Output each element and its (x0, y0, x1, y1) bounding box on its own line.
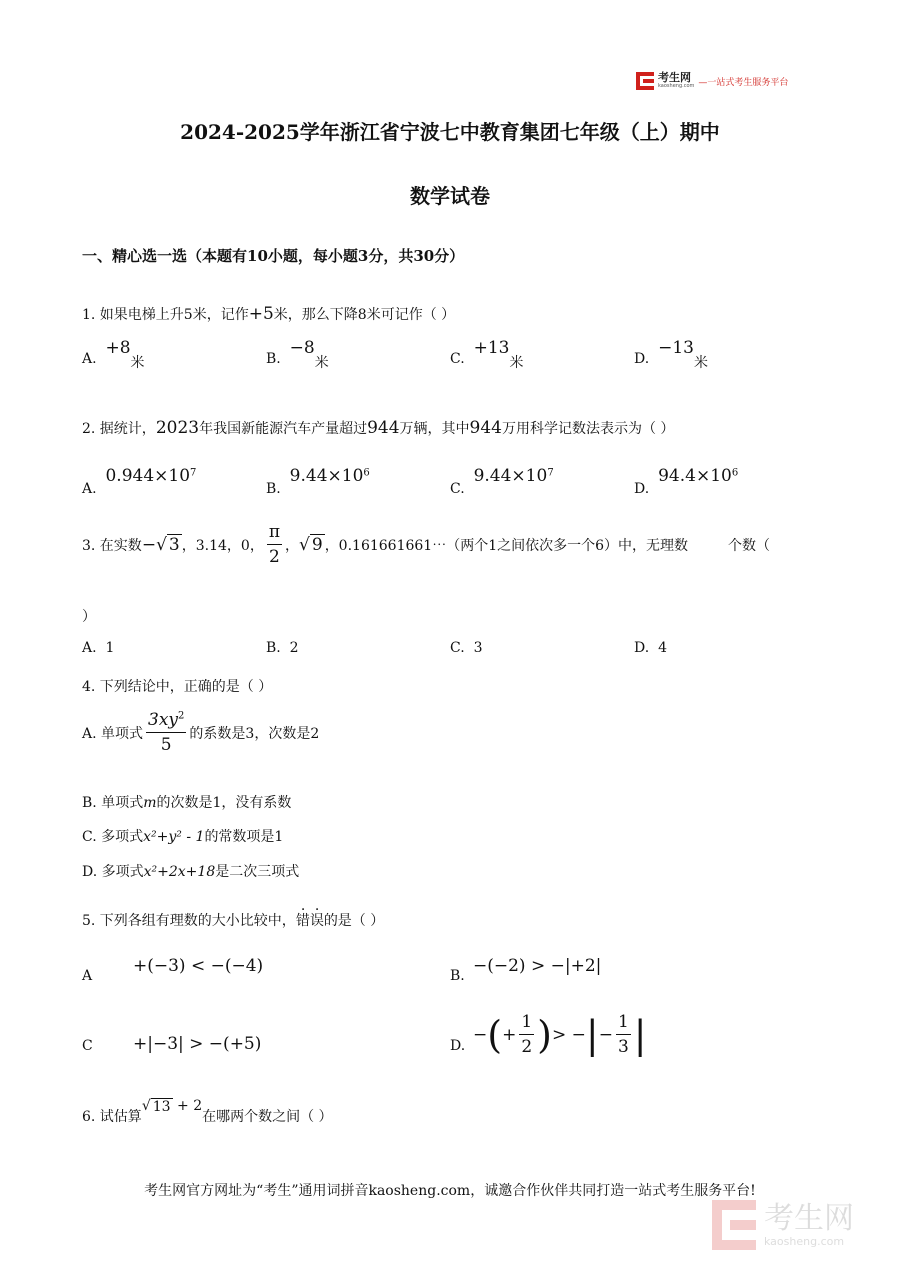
q1-option-d[interactable]: D. −13米 (634, 338, 708, 371)
logo-name: 考生网 (658, 71, 691, 84)
q5-option-c[interactable]: +|−3| > −(+5) (133, 1034, 262, 1054)
fraction-3xy2-over-5: $\frac{3xy^2}{5}$ (148, 710, 185, 755)
question-1-stem: 1. 如果电梯上升5米，记作+5米，那么下降8米可记作（ ） (82, 304, 456, 324)
q3-option-a[interactable]: A. 1 (82, 640, 115, 656)
q5-option-d[interactable]: − ( + $\frac{1}{2}$ ) > − | − $\frac{1}{3}$ | (473, 1012, 647, 1057)
q5-option-a[interactable]: +(−3) < −(−4) (133, 956, 264, 976)
q2-option-d[interactable]: D. $94.4\times 10^6$ (634, 466, 739, 497)
question-3-stem: 3. 在实数 − √ 3 ，3.14，0， $\frac{\pi}{2}$ ， √ 9 ，0.161661661⋯（两个1之间依次多一个6）中，无理数 个数（ (82, 522, 771, 567)
q4-option-d[interactable]: D. 多项式x²+2x+18是二次三项式 (82, 864, 300, 880)
q1-option-a[interactable]: A. +8米 (82, 338, 145, 371)
emphasis-char: 错 (295, 913, 310, 929)
q1-option-b[interactable]: B. −8米 (266, 338, 329, 371)
pi-over-2: $\frac{\pi}{2}$ (268, 522, 281, 567)
watermark (712, 1200, 854, 1250)
section-heading: 一、精心选一选（本题有10小题，每小题3分，共30分） (82, 247, 465, 265)
logo-url: kaosheng.com (658, 83, 695, 89)
q5-option-a-label[interactable]: A (82, 968, 93, 984)
question-6-stem: 6. 试估算 √ 13 + 2 在哪两个数之间（ ） (82, 1098, 333, 1125)
brand-logo-icon (636, 72, 654, 90)
question-4-stem: 4. 下列结论中，正确的是（ ） (82, 679, 273, 695)
q1-option-c[interactable]: C. +13米 (450, 338, 524, 371)
logo-slogan: —一站式考生服务平台 (698, 77, 789, 88)
q2-option-b[interactable]: B. $9.44\times 10^6$ (266, 466, 370, 497)
page-title: 2024-2025学年浙江省宁波七中教育集团七年级（上）期中 (180, 120, 720, 144)
watermark-logo-icon (712, 1200, 756, 1250)
watermark-url: kaosheng.com (764, 1234, 845, 1248)
question-5-stem: 5. 下列各组有理数的大小比较中，错误的是（ ） (82, 913, 385, 929)
question-2-stem: 2. 据统计，2023年我国新能源汽车产量超过944万辆，其中944万用科学记数法表示为（ ） (82, 418, 675, 438)
header-logo (636, 72, 788, 90)
q3-option-d[interactable]: D. 4 (634, 640, 668, 656)
footer-note: 考生网官方网址为“考生”通用词拼音kaosheng.com，诚邀合作伙伴共同打造一站式考生服务平台! (144, 1183, 756, 1199)
q4-option-a[interactable]: A. 单项式 $\frac{3xy^2}{5}$ 的系数是3，次数是2 (82, 710, 320, 755)
q2-option-a[interactable]: A. $0.944\times 10^7$ (82, 466, 197, 497)
q4-option-c[interactable]: C. 多项式x²+y² - 1的常数项是1 (82, 829, 284, 845)
q5-option-c-label[interactable]: C (82, 1038, 93, 1054)
page-subtitle: 数学试卷 (410, 184, 490, 208)
q3-option-c[interactable]: C. 3 (450, 640, 483, 656)
watermark-text: 考生网 (764, 1200, 854, 1236)
q2-option-c[interactable]: C. $9.44\times 10^7$ (450, 466, 554, 497)
q5-option-d-label[interactable]: D. (450, 1038, 466, 1054)
q5-option-b[interactable]: −(−2) > −|+2| (473, 956, 602, 976)
q5-option-b-label[interactable]: B. (450, 968, 465, 984)
q4-option-b[interactable]: B. 单项式m的次数是1，没有系数 (82, 795, 292, 811)
q3-option-b[interactable]: B. 2 (266, 640, 299, 656)
q3-stem-close: ） (82, 609, 96, 625)
emphasis-char: 误 (309, 913, 324, 929)
